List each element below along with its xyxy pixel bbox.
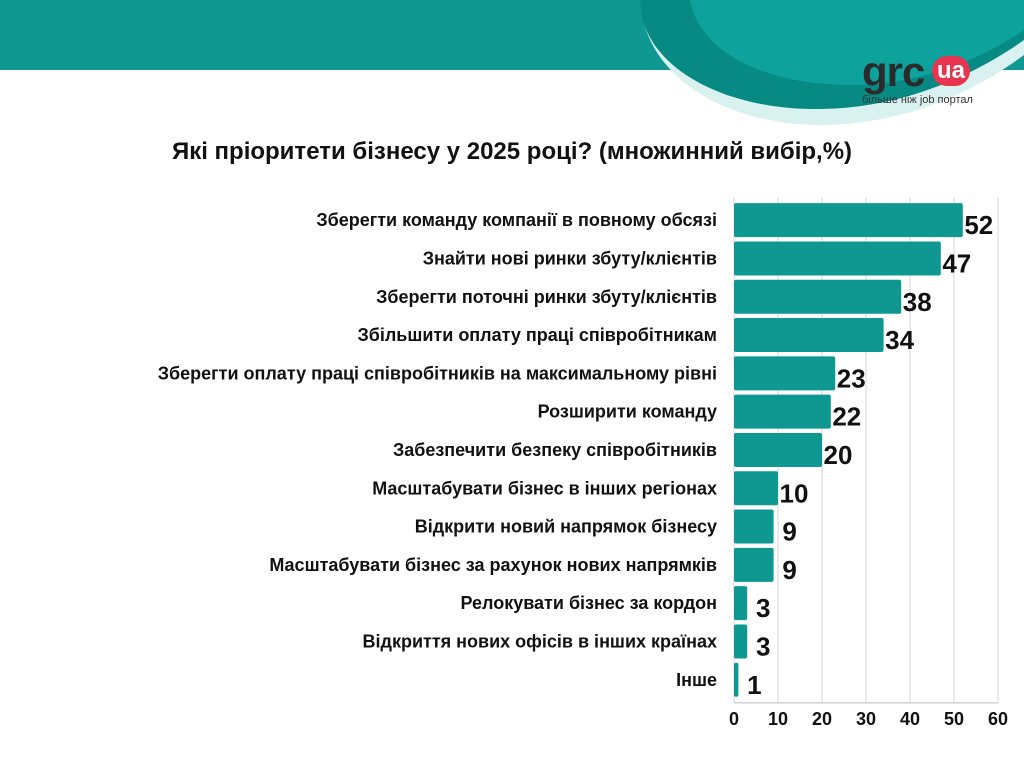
- value-label: 23: [836, 363, 866, 394]
- bar: [734, 663, 738, 697]
- chart-title: Які пріоритети бізнесу у 2025 році? (множинний вибір,%): [171, 138, 853, 165]
- bar: [734, 624, 747, 658]
- bar: [734, 318, 884, 352]
- logo-tagline: більше ніж job портал: [862, 94, 973, 106]
- value-label: 52: [964, 210, 994, 241]
- bar: [734, 586, 747, 620]
- x-tick-label: 30: [855, 708, 877, 729]
- value-label: 9: [782, 554, 797, 585]
- value-label: 22: [832, 401, 862, 432]
- bar: [734, 356, 835, 390]
- bar: [734, 471, 778, 505]
- logo-wordmark: grc: [862, 48, 925, 95]
- x-tick-label: 50: [943, 708, 965, 729]
- category-label: Зберегти команду компанії в повному обсязі: [316, 210, 717, 231]
- x-tick-label: 40: [899, 708, 921, 729]
- x-tick-label: 10: [767, 708, 789, 729]
- category-label: Знайти нові ринки збуту/клієнтів: [422, 248, 717, 269]
- value-label: 38: [902, 286, 932, 317]
- category-label: Релокувати бізнес за кордон: [460, 593, 717, 614]
- x-tick-label: 60: [987, 708, 1009, 729]
- value-label: 20: [823, 439, 853, 470]
- category-label: Зберегти поточні ринки збуту/клієнтів: [376, 286, 717, 307]
- category-label: Масштабувати бізнес в інших регіонах: [372, 478, 717, 499]
- category-label: Збільшити оплату праці співробітникам: [357, 325, 717, 346]
- value-label: 10: [779, 478, 809, 509]
- bar: [734, 241, 941, 275]
- value-label: 3: [755, 593, 771, 624]
- bar: [734, 510, 774, 544]
- value-label: 9: [782, 516, 797, 547]
- category-label: Масштабувати бізнес за рахунок нових напрямків: [269, 554, 717, 575]
- category-label: Відкрити новий напрямок бізнесу: [414, 516, 717, 537]
- value-label: 1: [747, 669, 762, 700]
- bar: [734, 280, 901, 314]
- bar: [734, 395, 831, 429]
- value-label: 3: [755, 631, 771, 662]
- bar: [734, 433, 822, 467]
- logo-badge: ua: [932, 56, 970, 86]
- value-label: 47: [942, 248, 972, 279]
- x-tick-label: 20: [811, 708, 833, 729]
- category-label: Розширити команду: [537, 401, 717, 422]
- x-tick-label: 0: [728, 708, 740, 729]
- category-label: Забезпечити безпеку співробітників: [392, 439, 717, 460]
- category-label: Інше: [676, 669, 717, 690]
- category-label: Зберегти оплату праці співробітників на максимальному рівні: [157, 363, 717, 384]
- category-label: Відкриття нових офісів в інших країнах: [362, 631, 717, 652]
- bar: [734, 548, 774, 582]
- bar: [734, 203, 963, 237]
- value-label: 34: [885, 325, 915, 356]
